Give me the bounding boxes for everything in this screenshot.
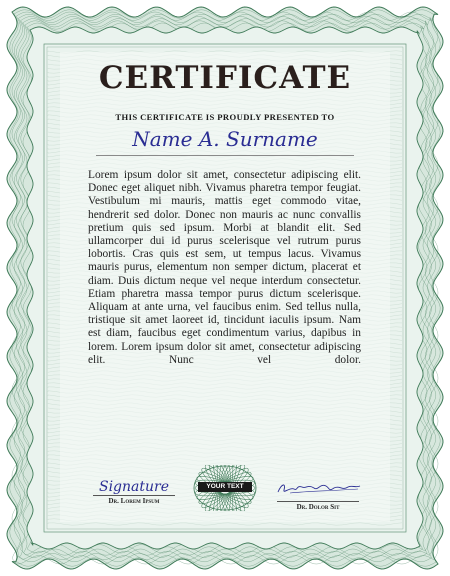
signature-scribble-icon bbox=[270, 479, 366, 497]
signature-left bbox=[86, 479, 182, 505]
certificate-body-text: Lorem ipsum dolor sit amet, consectetur adipiscing elit. Donec eget aliquet nibh. Vivamus pharetra tempor feugiat. Vestibulum mi mauris, mattis eget commodo vitae, hendrerit sed dolor. Donec non mauris ac nunc convallis pretium quis sed ipsum. Morbi at blandit elit. Sed ullamcorper dui id purus scelerisque vel rutrum purus lobortis. Cras quis est sem, ut tempus lacus. Vivamus mauris purus, elementum non semper dictum, placerat et diam. Duis dictum neque vel neque interdum consectetur. Etiam pharetra massa tempor purus dictum scelerisque. Aliquam at ante urna, vel faucibus enim. Sed tellus nulla, tristique sit amet laoreet id, tincidunt iaculis ipsum. Nam est diam, faucibus eget condimentum varius, dapibus in lorem. Lorem ipsum dolor sit amet, consectetur adipiscing elit. Nunc vel dolor. bbox=[88, 169, 361, 366]
signature-right-label: Dr. Dolor Sit bbox=[296, 503, 340, 511]
signature-left-label: Dr. Lorem Ipsum bbox=[108, 497, 160, 505]
signature-right-line bbox=[277, 501, 359, 502]
seal-text: YOUR TEXT bbox=[198, 482, 252, 492]
presented-to-text: THIS CERTIFICATE IS PROUDLY PRESENTED TO bbox=[115, 112, 335, 122]
certificate-title: CERTIFICATE bbox=[98, 60, 352, 96]
signature-right bbox=[270, 479, 366, 511]
name-underline bbox=[96, 155, 354, 156]
signature-left-script: Signature bbox=[98, 479, 169, 495]
recipient-name: Name A. Surname bbox=[132, 127, 318, 151]
signature-left-line bbox=[93, 495, 175, 496]
